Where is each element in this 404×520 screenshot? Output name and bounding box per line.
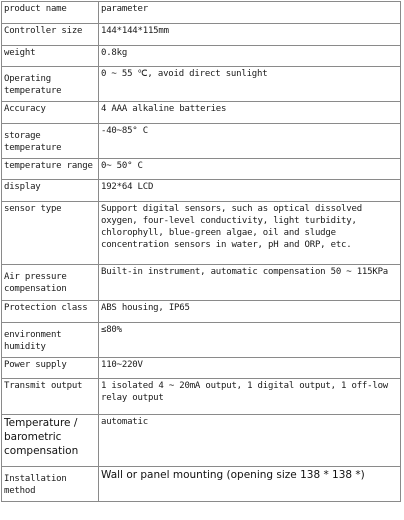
table-row (2, 102, 401, 124)
table-row (2, 180, 401, 202)
table-row (2, 159, 401, 180)
row-value-weight: 0.8kg (99, 46, 401, 67)
row-label-environment-humidity: environment humidity (2, 323, 99, 358)
table-row (2, 323, 401, 358)
row-value-transmit-output: 1 isolated 4 ~ 20mA output, 1 digital output, 1 off-low relay output (99, 379, 401, 415)
table-row (2, 415, 401, 467)
row-label-storage-temperature: storage temperature (2, 124, 99, 159)
table-row (2, 67, 401, 102)
row-value-product-name: parameter (99, 2, 401, 24)
table-row (2, 202, 401, 265)
row-value-power-supply: 110~220V (99, 358, 401, 379)
row-value-temperature-range: 0~ 50° C (99, 159, 401, 180)
row-label-temperature-range: temperature range (2, 159, 99, 180)
row-value-environment-humidity: ≤80% (99, 323, 401, 358)
row-label-temperature-barometric-compensation: Temperature / barometric compensation (2, 415, 99, 467)
row-value-sensor-type: Support digital sensors, such as optical dissolved oxygen, four-level conductivity, light turbidity, chlorophyll, blue-green algae, oil and sludge concentration sensors in water, pH and ORP, etc. (99, 202, 401, 265)
table-row (2, 358, 401, 379)
spec-table (1, 1, 401, 502)
table-row (2, 467, 401, 502)
row-label-sensor-type: sensor type (2, 202, 99, 265)
table-row (2, 379, 401, 415)
row-value-controller-size: 144*144*115mm (99, 24, 401, 46)
table-row (2, 2, 401, 24)
table-row (2, 46, 401, 67)
row-label-installation-method: Installation method (2, 467, 99, 502)
row-label-product-name: product name (2, 2, 99, 24)
row-label-protection-class: Protection class (2, 301, 99, 323)
row-value-accuracy: 4 AAA alkaline batteries (99, 102, 401, 124)
row-label-transmit-output: Transmit output (2, 379, 99, 415)
row-label-operating-temperature: Operating temperature (2, 67, 99, 102)
table-row (2, 24, 401, 46)
table-row (2, 301, 401, 323)
row-value-storage-temperature: -40~85° C (99, 124, 401, 159)
table-row (2, 124, 401, 159)
row-label-accuracy: Accuracy (2, 102, 99, 124)
row-value-air-pressure-compensation: Built-in instrument, automatic compensation 50 ~ 115KPa (99, 265, 401, 301)
row-label-power-supply: Power supply (2, 358, 99, 379)
row-value-operating-temperature: 0 ~ 55 ℃, avoid direct sunlight (99, 67, 401, 102)
row-value-protection-class: ABS housing, IP65 (99, 301, 401, 323)
table-row (2, 265, 401, 301)
row-value-display: 192*64 LCD (99, 180, 401, 202)
row-label-display: display (2, 180, 99, 202)
row-label-weight: weight (2, 46, 99, 67)
row-value-installation-method: Wall or panel mounting (opening size 138 * 138 *) (99, 467, 401, 502)
row-label-air-pressure-compensation: Air pressure compensation (2, 265, 99, 301)
row-label-controller-size: Controller size (2, 24, 99, 46)
row-value-temperature-barometric-compensation: automatic (99, 415, 401, 467)
